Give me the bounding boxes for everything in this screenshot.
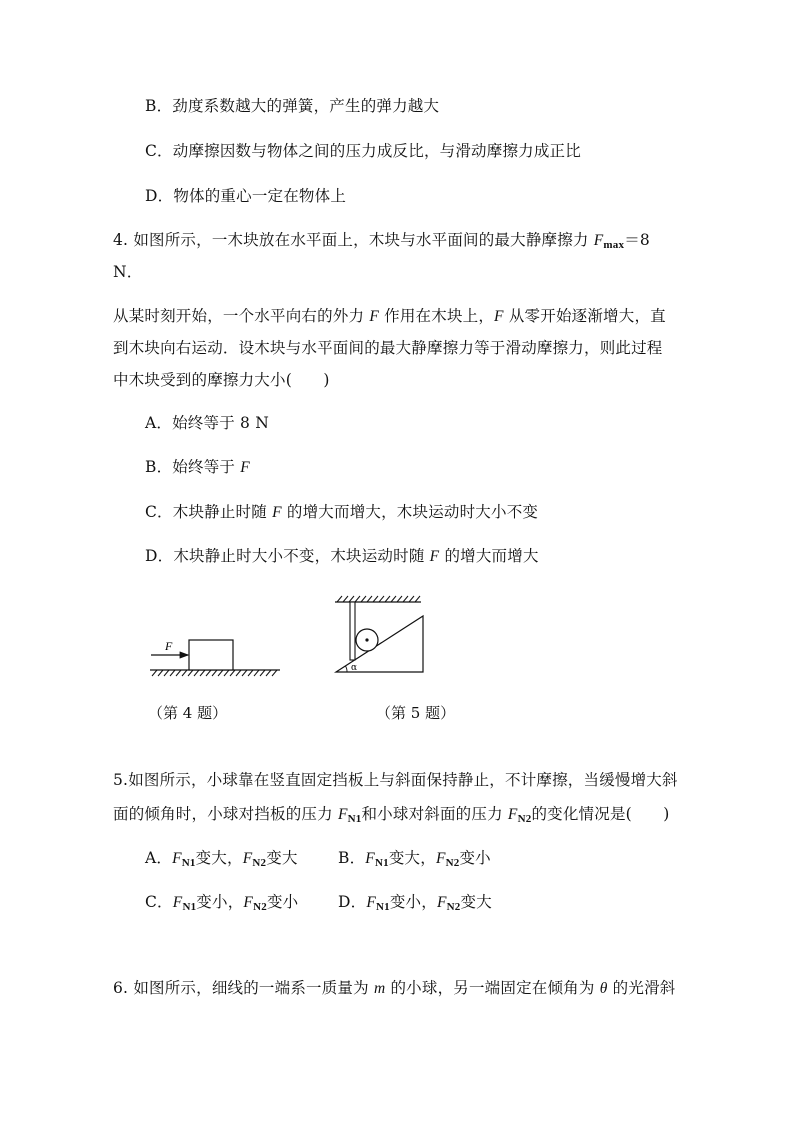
fn-symbol: F [436, 894, 447, 911]
n2-subscript: N2 [252, 857, 267, 869]
n2-subscript: N2 [517, 813, 532, 825]
q4-option-d [145, 546, 539, 567]
q4-option-c [145, 502, 538, 523]
fn-symbol: F [337, 806, 348, 823]
q5-stem-text-c: 的变化情况是( ) [531, 805, 670, 823]
theta-symbol: θ [599, 980, 608, 997]
q5-stem-line1: 5.如图所示，小球靠在竖直固定挡板上与斜面保持静止，不计摩擦，当缓慢增大斜 [113, 771, 678, 789]
fig5-incline [336, 616, 423, 672]
mass-symbol: m [373, 980, 386, 997]
option-text: 变大， [388, 849, 436, 867]
force-symbol: F [240, 459, 250, 476]
fmax-value: ＝8 [624, 231, 650, 249]
option-text: 变小 [459, 849, 491, 867]
option-letter: B． [338, 849, 366, 867]
option-letter: A． [145, 849, 173, 867]
fn-symbol: F [242, 850, 253, 867]
fig4-diagram [148, 630, 288, 690]
q5-stem-line2 [113, 804, 670, 825]
q6-stem-text-a: 6. 如图所示，细线的一端系一质量为 [113, 979, 374, 997]
fig5-ball-center [365, 638, 368, 641]
caption-fig5: （第 5 题） [376, 704, 456, 722]
option-letter: D． [338, 893, 367, 911]
fig5-ceiling-hatch [337, 596, 420, 602]
q3-option-b: B．劲度系数越大的弹簧，产生的弹力越大 [145, 97, 440, 115]
q4-option-c-text-a: C．木块静止时随 [145, 503, 273, 521]
n1-subscript: N1 [347, 813, 362, 825]
fn-symbol: F [435, 850, 446, 867]
force-symbol: F [429, 548, 440, 565]
force-symbol: F [494, 308, 504, 325]
fn-symbol: F [172, 894, 183, 911]
n1-subscript: N1 [376, 901, 390, 913]
q4-stem-line2: N． [113, 263, 143, 281]
fig5-diagram [333, 596, 433, 678]
q4-option-c-text-b: 的增大而增大，木块运动时大小不变 [281, 503, 539, 521]
q5-option-a [145, 848, 298, 869]
option-text: 变小 [266, 893, 299, 911]
n2-subscript: N2 [253, 901, 267, 913]
force-symbol: F [369, 308, 380, 325]
fig4-block [189, 640, 233, 670]
q3-option-c: C．动摩擦因数与物体之间的压力成反比，与滑动摩擦力成正比 [145, 142, 581, 160]
q5-option-b [338, 848, 491, 869]
force-symbol: F [272, 504, 282, 521]
option-text: 变大 [266, 849, 298, 867]
q5-stem-text-b: 和小球对斜面的压力 [361, 805, 508, 823]
n1-subscript: N1 [374, 857, 389, 869]
fn-symbol: F [365, 850, 375, 867]
q4-para-text-a: 从某时刻开始，一个水平向右的外力 [113, 307, 370, 325]
fn-symbol: F [366, 894, 376, 911]
q4-para-text-b: 作用在木块上， [379, 307, 495, 325]
option-text: 变小， [389, 893, 437, 911]
fig4-force-label: F [165, 639, 173, 653]
option-letter: C． [145, 893, 173, 911]
fmax-subscript: max [603, 239, 625, 251]
fn-symbol: F [507, 806, 518, 823]
q4-stem-text: 4. 如图所示，一木块放在水平面上，木块与水平面间的最大静摩擦力 [113, 231, 594, 249]
n1-subscript: N1 [181, 857, 196, 869]
n2-subscript: N2 [445, 857, 460, 869]
q4-para-line3: 中木块受到的摩擦力大小( ) [113, 371, 330, 389]
q5-option-c [145, 892, 298, 913]
q4-option-d-text-a: D．木块静止时大小不变，木块运动时随 [145, 547, 430, 565]
option-text: 变大， [195, 849, 243, 867]
fig4-ground-hatch [152, 670, 277, 676]
q6-stem-text-c: 的光滑斜 [607, 979, 676, 997]
q4-option-b [145, 457, 250, 478]
q6-stem-line1 [113, 978, 675, 999]
n1-subscript: N1 [182, 901, 197, 913]
q4-para-line1 [113, 306, 666, 327]
q6-stem-text-b: 的小球，另一端固定在倾角为 [385, 979, 600, 997]
n2-subscript: N2 [446, 901, 461, 913]
q5-stem-text-a: 面的倾角时，小球对挡板的压力 [113, 805, 338, 823]
fig5-angle-arc [346, 666, 348, 672]
fig5-angle-label: α [351, 663, 358, 673]
q3-option-d: D．物体的重心一定在物体上 [145, 187, 347, 205]
q4-option-a: A．始终等于 8 N [145, 414, 269, 432]
option-text: 变小， [196, 893, 244, 911]
q4-stem-line1 [113, 230, 650, 251]
fig5-vertical-plate [350, 602, 355, 660]
q4-option-d-text-b: 的增大而增大 [439, 547, 539, 565]
q4-option-b-text: B．始终等于 [145, 458, 241, 476]
q4-para-line2: 到木块向右运动．设木块与水平面间的最大静摩擦力等于滑动摩擦力，则此过程 [113, 339, 663, 357]
q5-option-d [338, 892, 492, 913]
option-text: 变大 [460, 893, 492, 911]
fn-symbol: F [172, 850, 182, 867]
caption-fig4: （第 4 题） [148, 704, 228, 722]
fmax-symbol: F [593, 232, 604, 249]
fn-symbol: F [243, 894, 254, 911]
q4-para-text-c: 从零开始逐渐增大，直 [503, 307, 666, 325]
